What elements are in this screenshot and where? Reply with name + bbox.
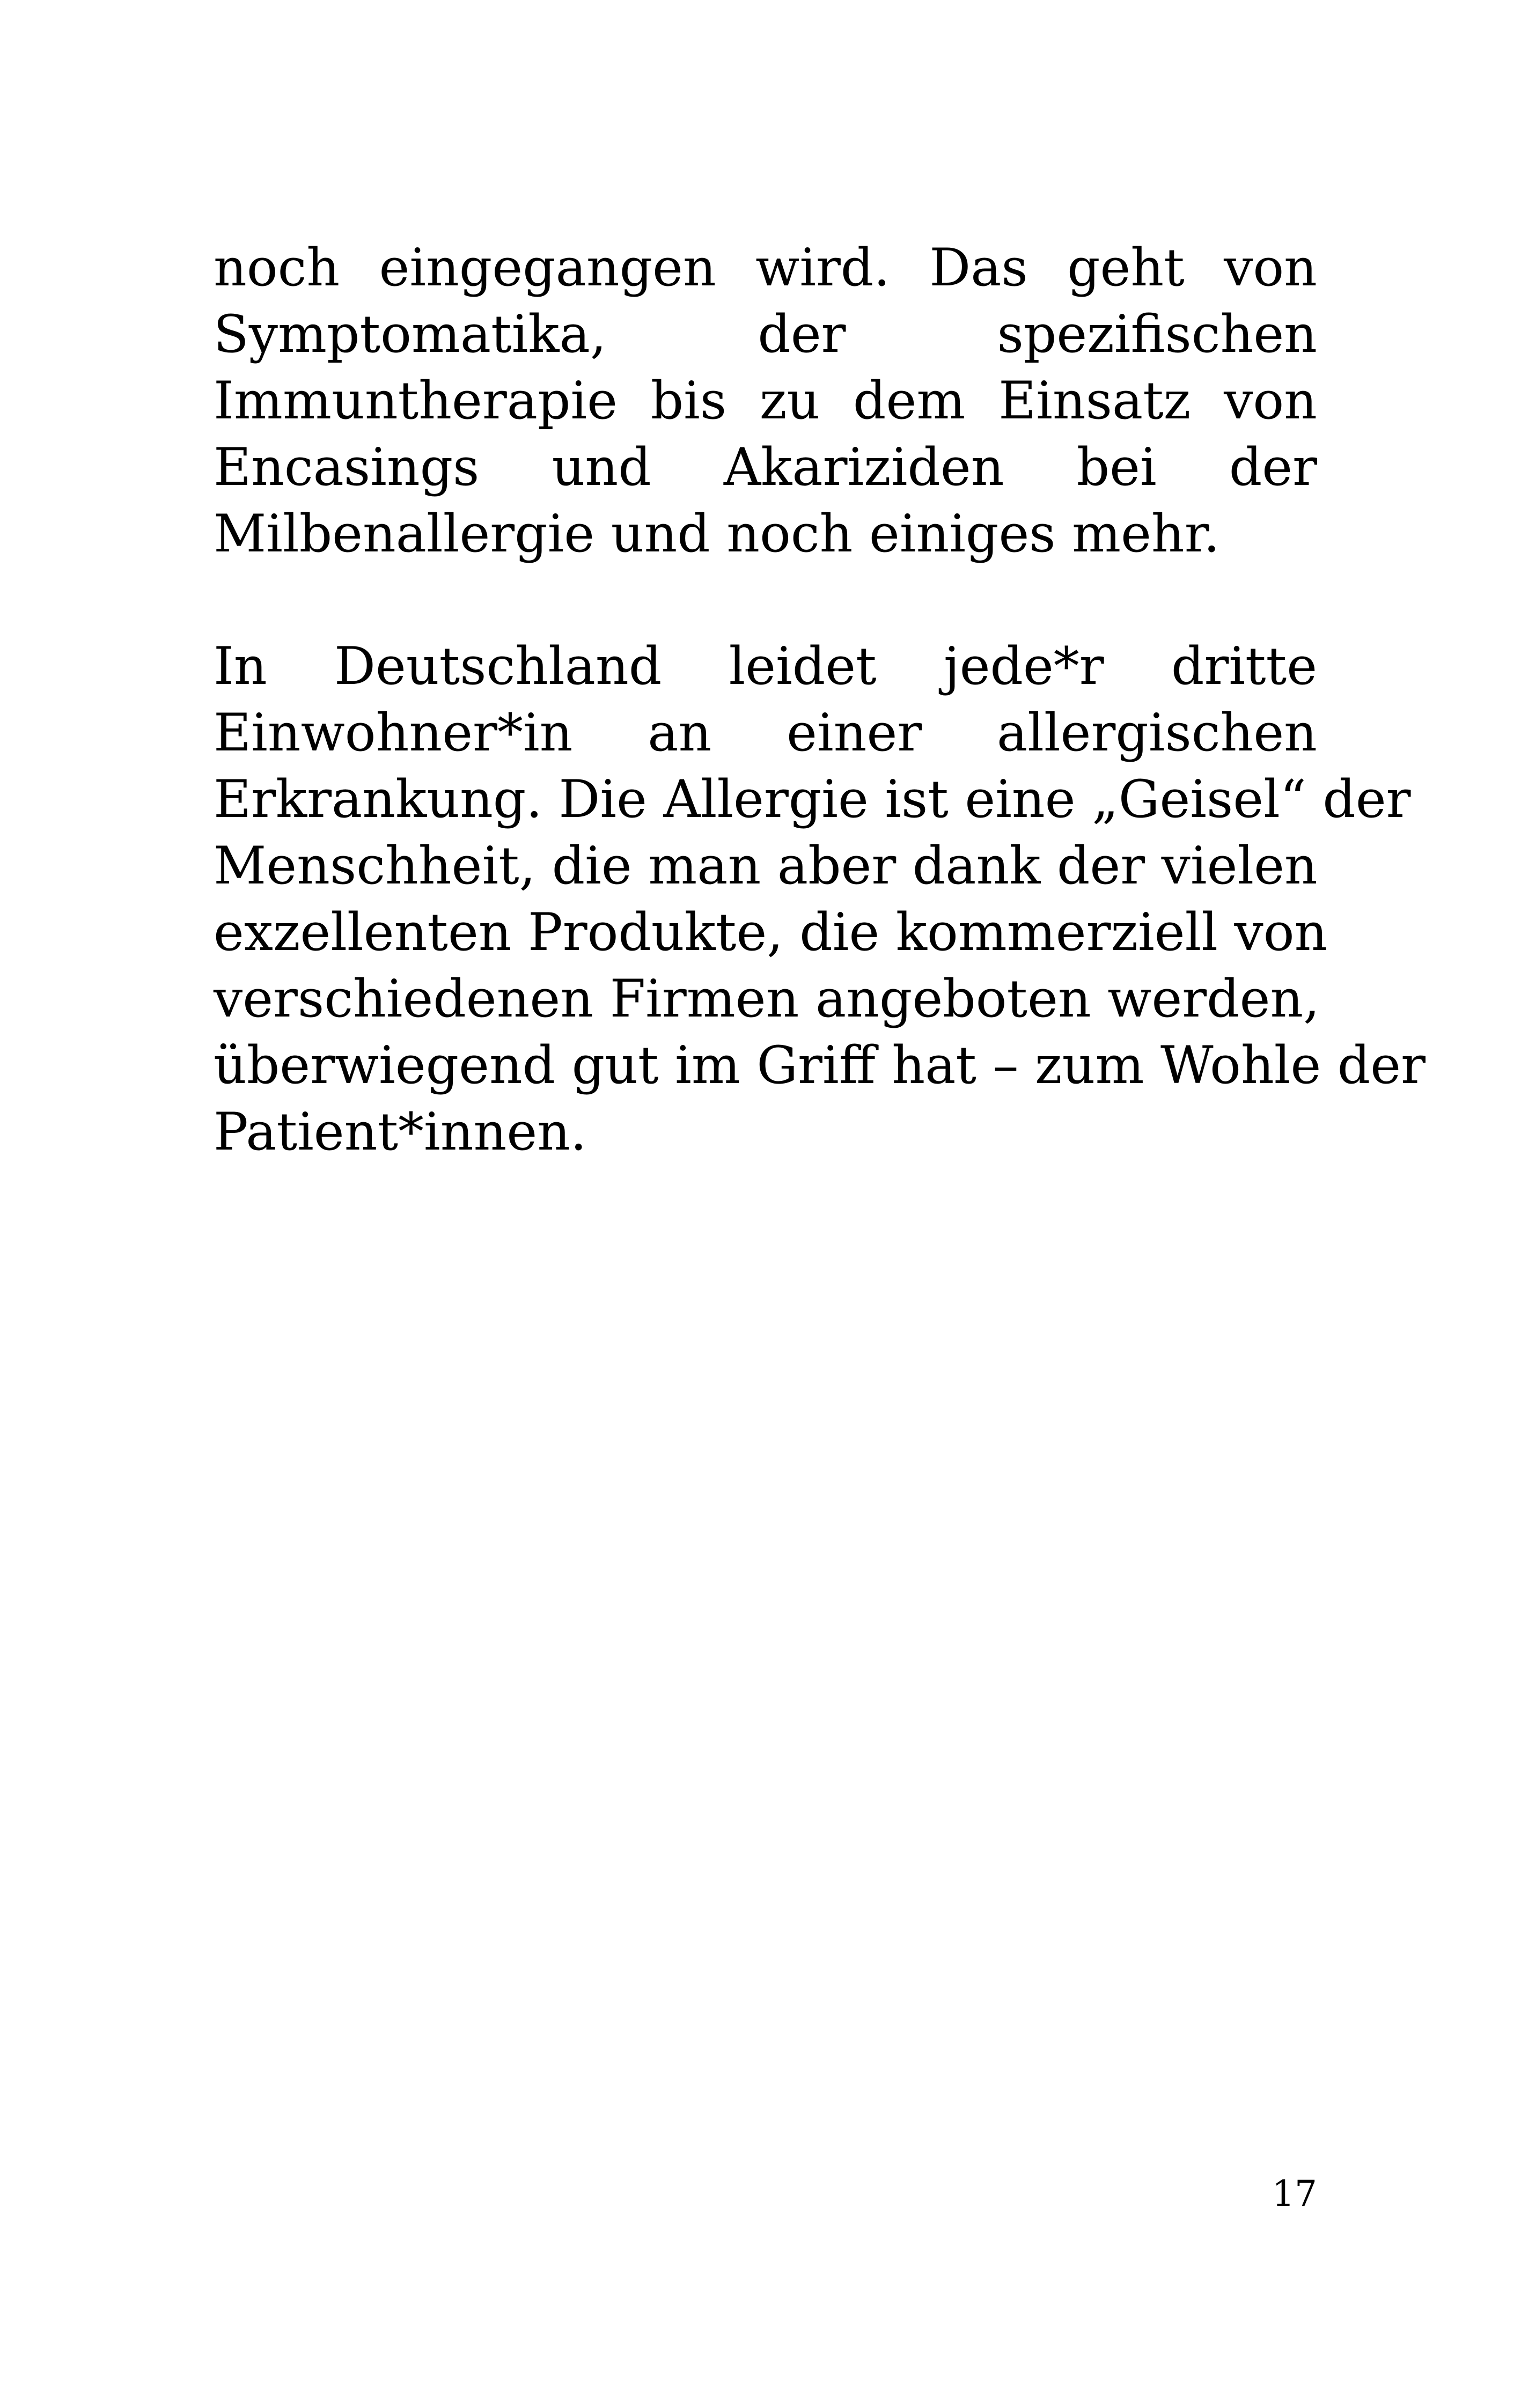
text-line: Menschheit, die man aber dank der vielen xyxy=(214,836,1318,896)
text-line: überwiegend gut im Griff hat – zum Wohle der xyxy=(214,1035,1426,1095)
text-line: Milbenallergie und noch einiges mehr. xyxy=(214,504,1220,564)
text-line: Immuntherapie bis zu dem Einsatz von xyxy=(214,371,1317,431)
body-text xyxy=(214,234,1426,1165)
text-line: In Deutschland leidet jede*r dritte xyxy=(214,636,1317,696)
text-line: Patient*innen. xyxy=(214,1102,587,1162)
text-line: Encasings und Akariziden bei der xyxy=(214,437,1317,497)
paragraph-spacer xyxy=(214,567,1317,633)
text-line: noch eingegangen wird. Das geht von xyxy=(214,238,1317,298)
text-line: Erkrankung. Die Allergie ist eine „Geisel“ der xyxy=(214,769,1411,829)
paragraph-1 xyxy=(214,234,1317,567)
text-line: exzellenten Produkte, die kommerziell von xyxy=(214,902,1328,962)
page-number: 17 xyxy=(1272,2173,1317,2214)
text-line: Einwohner*in an einer allergischen xyxy=(214,703,1317,763)
paragraph-2 xyxy=(214,633,1426,1165)
text-line: verschiedenen Firmen angeboten werden, xyxy=(214,969,1320,1029)
text-line: Symptomatika, der spezifischen xyxy=(214,304,1317,364)
